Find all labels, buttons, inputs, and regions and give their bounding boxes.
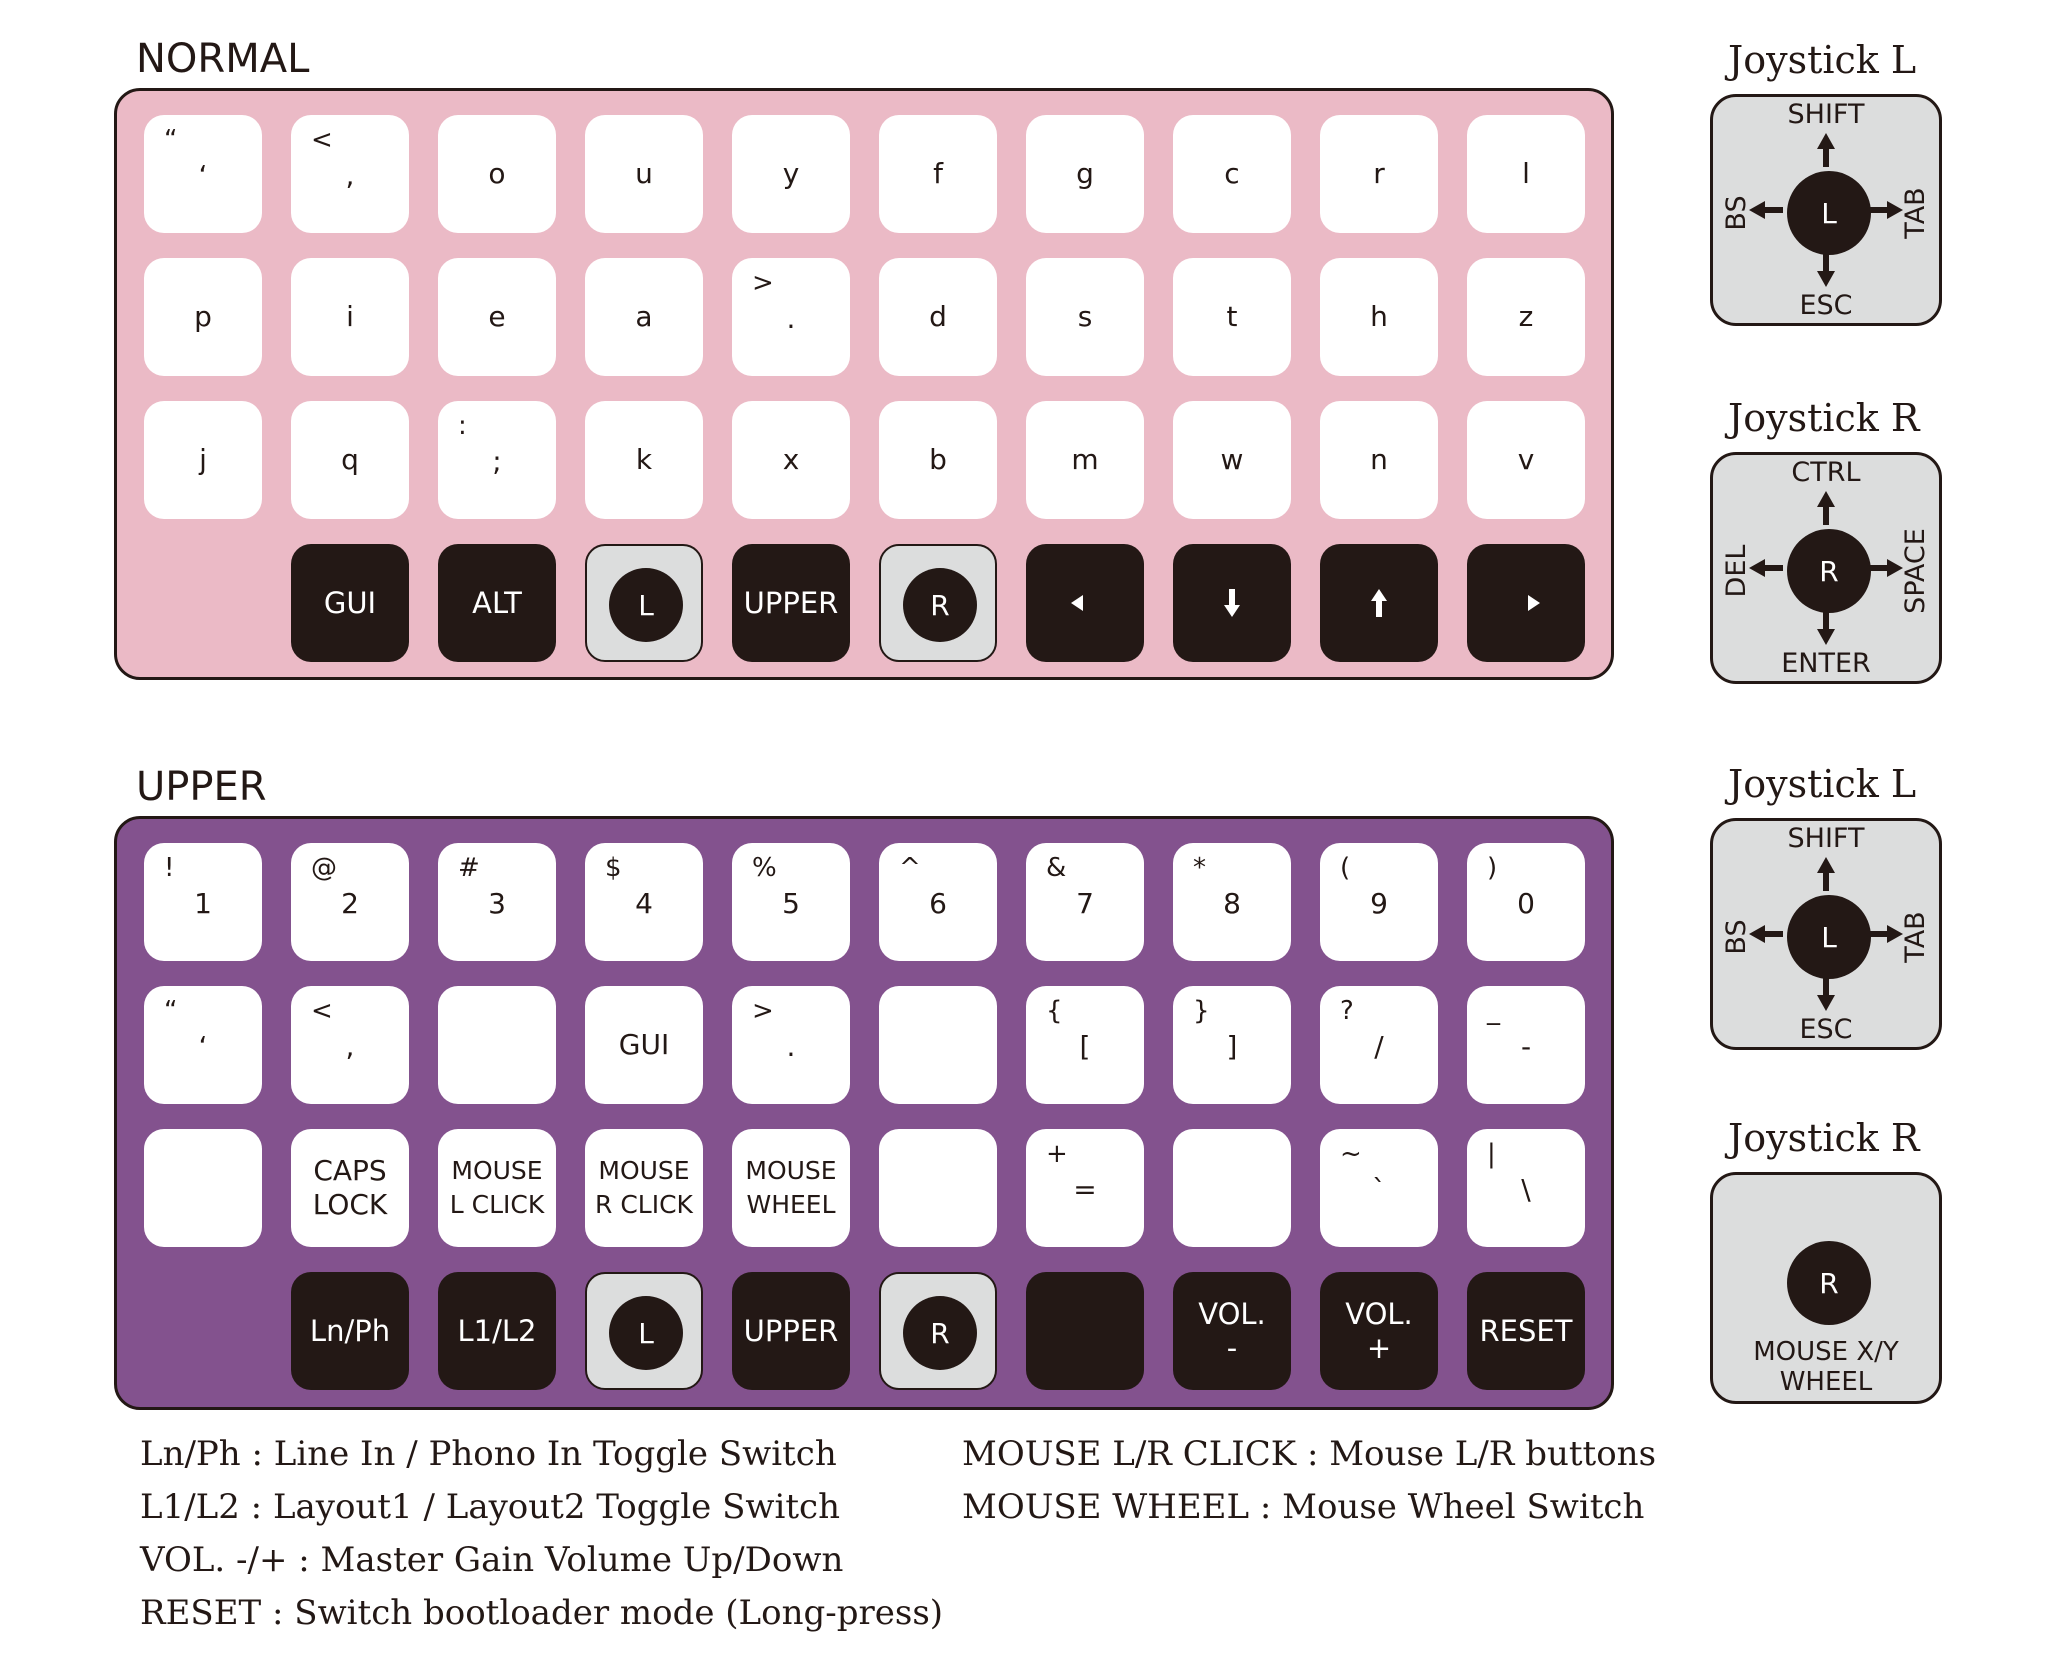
key-legend [144,1129,262,1247]
normal-key-r1c0[interactable] [144,258,262,376]
joystick-button-icon: L [609,568,683,642]
upper-key-r3c6[interactable] [1026,1272,1144,1390]
joystick-down-label: ENTER [1781,648,1871,679]
joystick-caption: MOUSE X/Y WHEEL [1753,1337,1899,1397]
key-shift-legend: < [311,996,333,1026]
normal-layer-board [114,88,1614,680]
normal-key-r0c4[interactable] [732,115,850,233]
key-base-legend: . [786,302,796,335]
joystick-up-label: CTRL [1791,457,1861,488]
upper-key-r0c2[interactable] [438,843,556,961]
key-base-legend: / [1374,1030,1384,1063]
key-legend: g [1076,157,1094,190]
key-base-legend: 6 [929,887,947,920]
key-base-legend: . [786,1030,796,1063]
key-legend: i [346,300,354,333]
joystick-up-label: SHIFT [1787,823,1865,854]
normal-key-r3c6[interactable] [1026,544,1144,662]
key-shift-legend: ^ [899,853,921,883]
normal-key-r0c1[interactable] [291,115,409,233]
key-legend: MOUSE R CLICK [595,1156,693,1219]
upper-key-r1c0[interactable] [144,986,262,1104]
key-legend: ALT [472,586,522,620]
arrow-up-icon [1320,544,1438,662]
key-legend: Ln/Ph [309,1314,391,1348]
key-shift-legend: < [311,125,333,155]
key-legend: MOUSE WHEEL [745,1156,837,1219]
joystick-right-label: TAB [1900,911,1931,963]
key-legend: GUI [323,586,377,620]
key-legend: p [194,300,212,333]
key-shift-legend: % [752,853,777,883]
normal-key-r1c4[interactable] [732,258,850,376]
key-legend: t [1226,300,1238,333]
arrow-down-icon [1173,544,1291,662]
legend-line: MOUSE WHEEL : Mouse Wheel Switch [962,1487,1645,1527]
normal-layer-title: NORMAL [136,36,310,82]
key-legend: m [1071,443,1099,476]
key-legend [438,986,556,1104]
normal-key-r1c5[interactable] [879,258,997,376]
joystick-left-label: BS [1721,195,1752,231]
upper-key-r1c3[interactable] [585,986,703,1104]
upper-key-r1c4[interactable] [732,986,850,1104]
key-legend: v [1517,443,1535,476]
key-legend: y [782,157,800,190]
normal-key-r3c1[interactable] [291,544,409,662]
key-base-legend: - [1520,1030,1532,1063]
key-legend: UPPER [743,1314,839,1348]
legend-line: L1/L2 : Layout1 / Layout2 Toggle Switch [140,1487,840,1527]
joystick-left-label: DEL [1721,544,1752,598]
upper-key-r3c8[interactable] [1320,1272,1438,1390]
normal-key-r0c5[interactable] [879,115,997,233]
key-shift-legend: : [458,411,467,441]
joystick-title: Joystick R [1728,1116,1920,1160]
upper-key-r2c5[interactable] [879,1129,997,1247]
normal-key-r3c2[interactable] [438,544,556,662]
key-base-legend: ` [1372,1173,1386,1206]
normal-key-r3c9[interactable] [1467,544,1585,662]
joystick-knob-icon: L [1787,895,1871,979]
key-base-legend: 4 [635,887,653,920]
key-base-legend: 0 [1517,887,1535,920]
normal-key-r3c7[interactable] [1173,544,1291,662]
joystick-right-label: TAB [1900,187,1931,239]
key-shift-legend: “ [164,125,178,155]
upper-key-r1c8[interactable] [1320,986,1438,1104]
normal-key-r0c6[interactable] [1026,115,1144,233]
key-legend: a [635,300,653,333]
key-legend [879,986,997,1104]
upper-key-r2c9[interactable] [1467,1129,1585,1247]
key-base-legend: ] [1226,1030,1238,1063]
normal-key-r1c9[interactable] [1467,258,1585,376]
key-legend: n [1370,443,1388,476]
normal-key-r2c8[interactable] [1320,401,1438,519]
upper-key-r1c1[interactable] [291,986,409,1104]
key-base-legend: ; [492,445,502,478]
key-legend: CAPS LOCK [312,1154,388,1221]
key-shift-legend: @ [311,853,337,883]
key-base-legend: ‘ [198,1030,208,1063]
normal-key-r0c8[interactable] [1320,115,1438,233]
key-base-legend: ‘ [198,159,208,192]
key-shift-legend: ! [164,853,175,883]
joystick-button-icon: R [903,1296,977,1370]
key-legend: VOL. + [1345,1297,1413,1365]
key-legend: GUI [618,1028,670,1061]
arrow-left-icon [1026,544,1144,662]
normal-key-r3c8[interactable] [1320,544,1438,662]
joystick-down-label: ESC [1799,1014,1853,1045]
key-legend: c [1224,157,1240,190]
upper-key-r3c4[interactable] [732,1272,850,1390]
upper-key-r0c3[interactable] [585,843,703,961]
upper-key-r0c4[interactable] [732,843,850,961]
normal-key-r2c3[interactable] [585,401,703,519]
upper-key-r1c6[interactable] [1026,986,1144,1104]
key-legend: UPPER [743,586,839,620]
key-legend: L1/L2 [457,1314,537,1348]
upper-key-r1c9[interactable] [1467,986,1585,1104]
key-legend: s [1077,300,1093,333]
legend-line: RESET : Switch bootloader mode (Long-press) [140,1593,944,1633]
key-shift-legend: _ [1487,996,1500,1026]
legend-line: VOL. -/+ : Master Gain Volume Up/Down [140,1540,844,1580]
joystick-down-label: ESC [1799,290,1853,321]
key-legend: f [933,157,943,190]
joystick-diagram [1710,818,1942,1050]
key-base-legend: 1 [194,887,212,920]
key-shift-legend: * [1193,853,1206,883]
joystick-diagram [1710,452,1942,684]
normal-key-r2c6[interactable] [1026,401,1144,519]
upper-key-r1c5[interactable] [879,986,997,1104]
key-shift-legend: + [1046,1139,1068,1169]
key-base-legend: = [1073,1173,1097,1206]
upper-layer-title: UPPER [136,764,267,810]
normal-key-r3c3[interactable] [585,544,703,662]
upper-key-r0c8[interactable] [1320,843,1438,961]
key-legend: x [782,443,800,476]
legend-line: MOUSE L/R CLICK : Mouse L/R buttons [962,1434,1657,1474]
normal-key-r2c5[interactable] [879,401,997,519]
normal-key-r1c8[interactable] [1320,258,1438,376]
key-legend: u [635,157,653,190]
normal-key-r3c4[interactable] [732,544,850,662]
key-shift-legend: ) [1487,853,1498,883]
key-shift-legend: > [752,268,774,298]
normal-key-r0c3[interactable] [585,115,703,233]
normal-key-r2c7[interactable] [1173,401,1291,519]
upper-key-r3c2[interactable] [438,1272,556,1390]
key-legend: h [1370,300,1388,333]
normal-key-r2c9[interactable] [1467,401,1585,519]
upper-key-r0c7[interactable] [1173,843,1291,961]
normal-key-r0c9[interactable] [1467,115,1585,233]
key-base-legend: 8 [1223,887,1241,920]
key-legend: q [341,443,359,476]
normal-key-r0c2[interactable] [438,115,556,233]
key-legend: k [635,443,653,476]
upper-key-r2c8[interactable] [1320,1129,1438,1247]
key-base-legend: 7 [1076,887,1094,920]
key-legend: VOL. - [1198,1297,1266,1365]
joystick-right-label: SPACE [1900,528,1931,614]
joystick-button-icon: L [609,1296,683,1370]
key-shift-legend: “ [164,996,178,1026]
key-shift-legend: | [1487,1139,1496,1169]
legend-left [140,1428,943,1640]
joystick-title: Joystick L [1728,762,1917,806]
joystick-knob-icon: R [1787,529,1871,613]
upper-key-r2c1[interactable] [291,1129,409,1247]
key-legend: d [929,300,947,333]
key-legend: RESET [1479,1314,1573,1348]
upper-key-r2c7[interactable] [1173,1129,1291,1247]
joystick-knob-icon: L [1787,171,1871,255]
key-base-legend: [ [1079,1030,1091,1063]
arrow-right-icon [1467,544,1585,662]
key-shift-legend: } [1193,996,1210,1026]
key-legend: r [1373,157,1385,190]
key-legend [879,1129,997,1247]
normal-key-r1c2[interactable] [438,258,556,376]
joystick-left-label: BS [1721,919,1752,955]
key-shift-legend: ~ [1340,1139,1362,1169]
upper-key-r2c2[interactable] [438,1129,556,1247]
upper-key-r3c9[interactable] [1467,1272,1585,1390]
upper-key-r0c0[interactable] [144,843,262,961]
key-base-legend: , [345,159,355,192]
upper-key-r0c5[interactable] [879,843,997,961]
key-legend: j [199,443,207,476]
key-shift-legend: ? [1340,996,1354,1026]
normal-key-r2c1[interactable] [291,401,409,519]
key-legend: w [1220,443,1244,476]
key-base-legend: \ [1521,1173,1531,1206]
key-base-legend: , [345,1030,355,1063]
key-base-legend: 3 [488,887,506,920]
key-legend: b [929,443,947,476]
key-legend: l [1522,157,1530,190]
normal-key-r1c6[interactable] [1026,258,1144,376]
key-legend: o [488,157,506,190]
joystick-diagram [1710,94,1942,326]
key-shift-legend: > [752,996,774,1026]
upper-key-r3c3[interactable] [585,1272,703,1390]
joystick-title: Joystick R [1728,396,1920,440]
normal-key-r0c0[interactable] [144,115,262,233]
normal-key-r1c1[interactable] [291,258,409,376]
upper-key-r1c7[interactable] [1173,986,1291,1104]
upper-key-r3c1[interactable] [291,1272,409,1390]
upper-key-r1c2[interactable] [438,986,556,1104]
key-shift-legend: $ [605,853,622,883]
key-base-legend: 9 [1370,887,1388,920]
upper-key-r3c7[interactable] [1173,1272,1291,1390]
key-legend: e [488,300,506,333]
upper-key-r0c9[interactable] [1467,843,1585,961]
legend-line: Ln/Ph : Line In / Phono In Toggle Switch [140,1434,837,1474]
upper-key-r2c6[interactable] [1026,1129,1144,1247]
normal-key-r2c2[interactable] [438,401,556,519]
upper-key-r0c6[interactable] [1026,843,1144,961]
key-shift-legend: # [458,853,480,883]
key-base-legend: 5 [782,887,800,920]
key-legend [1026,1272,1144,1390]
normal-key-r2c0[interactable] [144,401,262,519]
key-legend: z [1518,300,1534,333]
normal-key-r2c4[interactable] [732,401,850,519]
upper-layer-board [114,816,1614,1410]
joystick-up-label: SHIFT [1787,99,1865,130]
upper-key-r2c0[interactable] [144,1129,262,1247]
key-legend [1173,1129,1291,1247]
key-shift-legend: ( [1340,853,1351,883]
key-shift-legend: & [1046,853,1067,883]
normal-key-r3c5[interactable] [879,544,997,662]
upper-key-r2c4[interactable] [732,1129,850,1247]
upper-key-r3c5[interactable] [879,1272,997,1390]
key-legend: MOUSE L CLICK [449,1156,545,1219]
upper-key-r2c3[interactable] [585,1129,703,1247]
legend-right [962,1428,1656,1534]
normal-key-r0c7[interactable] [1173,115,1291,233]
upper-key-r0c1[interactable] [291,843,409,961]
key-shift-legend: { [1046,996,1063,1026]
key-base-legend: 2 [341,887,359,920]
joystick-title: Joystick L [1728,38,1917,82]
normal-key-r1c7[interactable] [1173,258,1291,376]
normal-key-r1c3[interactable] [585,258,703,376]
joystick-diagram [1710,1172,1942,1404]
joystick-knob-icon: R [1787,1241,1871,1325]
joystick-button-icon: R [903,568,977,642]
